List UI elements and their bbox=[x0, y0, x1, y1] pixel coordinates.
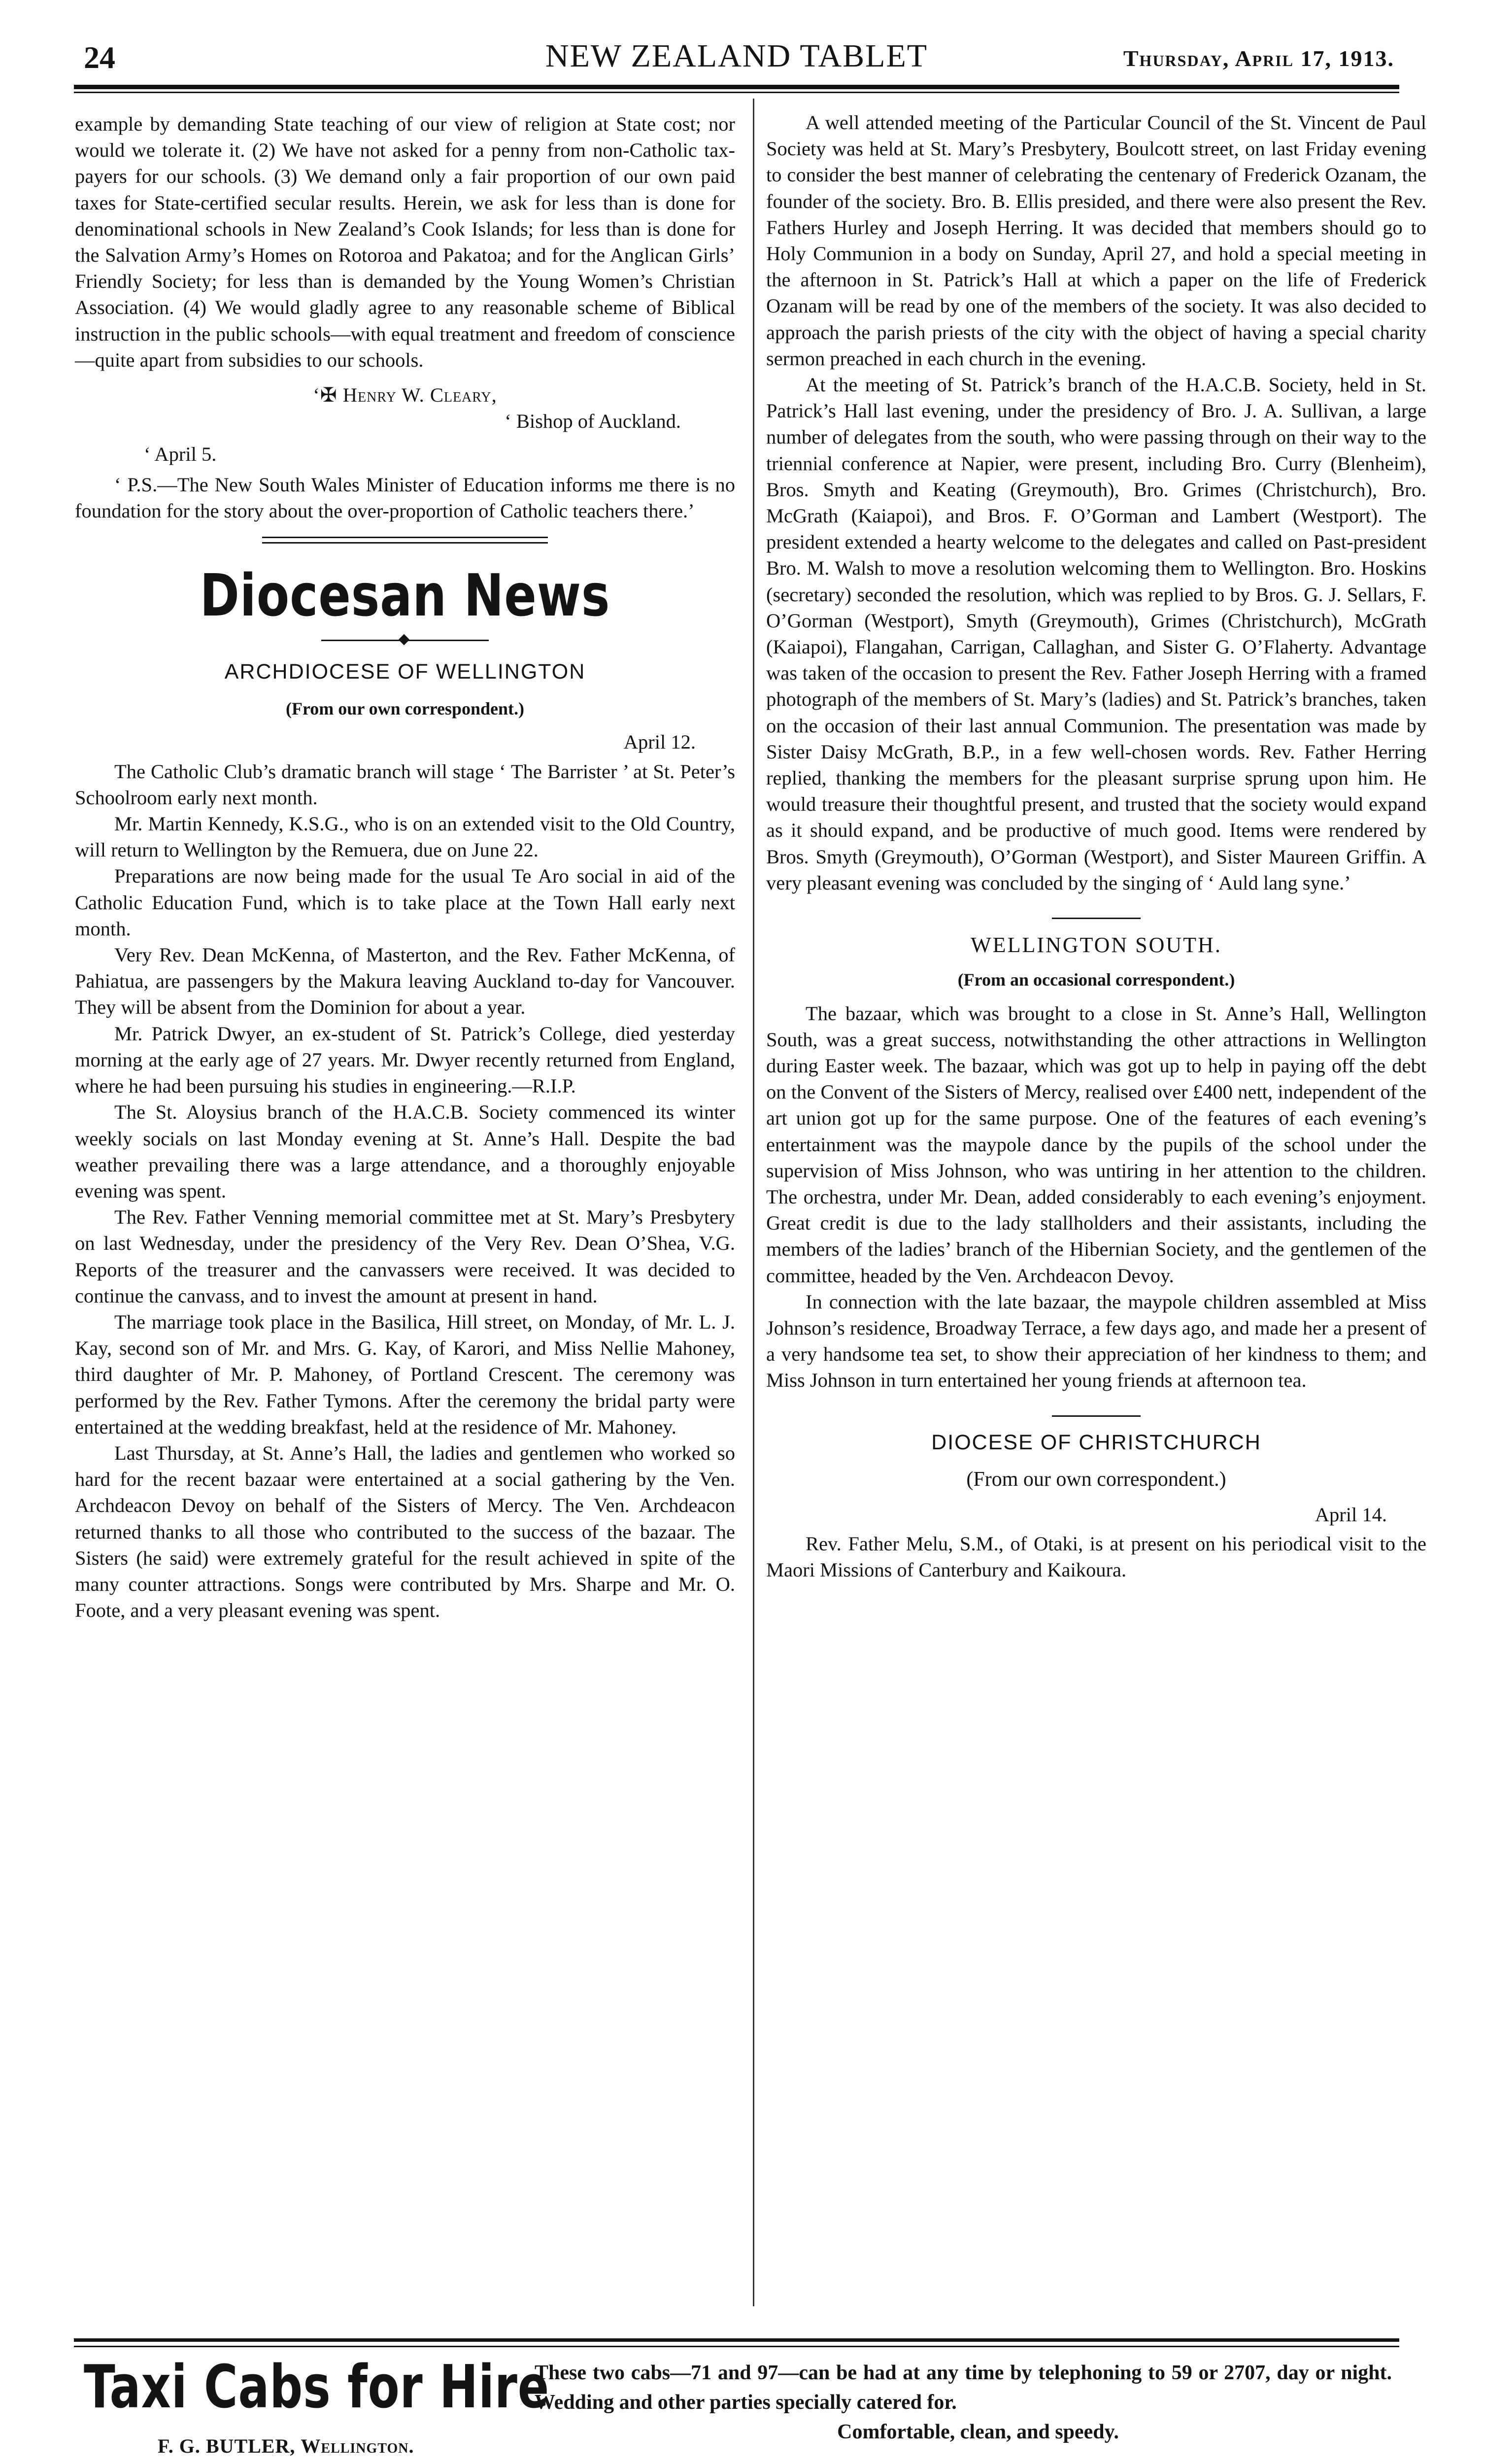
section-title: Diocesan News bbox=[200, 561, 610, 630]
letter-signature-block bbox=[75, 382, 735, 434]
wellington-heading: ARCHDIOCESE OF WELLINGTON bbox=[224, 660, 586, 684]
article-paragraph: The Rev. Father Venning memorial committee met at St. Mary’s Presbytery on last Wednesday, under the presidency of the Very Rev. Dean O’Shea, V.G. Reports of the treasurer and the canvassers were received. It was decided to continue the canvass, and to invest the amount at present in hand. bbox=[75, 1206, 735, 1307]
advert-business-name: F. G. BUTLER, bbox=[158, 2435, 296, 2457]
article-paragraph: The St. Aloysius branch of the H.A.C.B. Society commenced its winter weekly socials on last Monday evening at St. Anne’s Hall. Despite the bad weather prevailing there was a large attendance, and a thoroughly enjoyable evening was spent. bbox=[75, 1101, 735, 1202]
wellington-south-correspondent: (From an occasional correspondent.) bbox=[957, 970, 1235, 990]
section-divider bbox=[262, 537, 548, 544]
article-paragraph: A well attended meeting of the Particular Council of the St. Vincent de Paul Society was held at St. Mary’s Presbytery, Boulcott street, on last Friday evening to consider the best manner of celebrating the centenary of Frederick Ozanam, the founder of the society. Bro. B. Ellis presided, and there were also present the Rev. Fathers Hurley and Joseph Herring. It was decided that members should go to Holy Communion in a body on Sunday, April 27, and hold a special meeting in the afternoon in St. Patrick’s Hall at which a paper on the life of Frederick Ozanam will be read by one of the members of the society. It was also decided to approach the parish priests of the city with the object of having a special charity sermon preached in each church in the evening. bbox=[766, 111, 1426, 370]
letter-date: ‘ April 5. bbox=[144, 443, 217, 466]
article-paragraph: The Catholic Club’s dramatic branch will stage ‘ The Barrister ’ at St. Peter’s Schoolroom early next month. bbox=[75, 760, 735, 809]
christchurch-dateline: April 14. bbox=[1315, 1503, 1387, 1526]
article-paragraph: Very Rev. Dean McKenna, of Masterton, and the Rev. Father McKenna, of Pahiatua, are passengers by the Makura leaving Auckland to-day for Vancouver. They will be absent from the Dominion for about a year. bbox=[75, 944, 735, 1019]
letter-signature: ‘✠ Henry W. Cleary, bbox=[313, 384, 497, 407]
letter-paragraph: example by demanding State teaching of our view of religion at State cost; nor would we tolerate it. (2) We have not asked for a penny from non-Catholic tax-payers for our schools. (3) We demand only a fair proportion of our own paid taxes for State-certified secular results. Herein, we ask for less than is done for denominational schools in New Zealand’s Cook Islands; for less than is done for the Salvation Army’s Homes on Rotoroa and Pakatoa; and for the Anglican Girls’ Friendly Society; for less than is demanded by the Young Women’s Christian Association. (4) We would gladly agree to any reasonable scheme of Biblical instruction in the public schools—with equal treatment and freedom of conscience—quite apart from subsidies to our schools. bbox=[75, 113, 735, 371]
article-paragraph: In connection with the late bazaar, the maypole children assembled at Miss Johnson’s residence, Broadway Terrace, a few days ago, and made her a present of a very handsome tea set, to show their appreciation of her kindness to them; and Miss Johnson in turn entertained her young friends at afternoon tea. bbox=[766, 1290, 1426, 1392]
advert-title: Taxi Cabs for Hire bbox=[84, 2353, 550, 2422]
article-paragraph: Last Thursday, at St. Anne’s Hall, the ladies and gentlemen who worked so hard for the recent bazaar were entertained at a social gathering by the Ven. Archdeacon Devoy on behalf of the Sisters of Mercy. The Ven. Archdeacon returned thanks to all those who contributed to the success of the bazaar. The Sisters (he said) were extremely grateful for the result achieved in spite of the many counter attractions. Songs were contributed by Mrs. Sharpe and Mr. O. Foote, and a very pleasant evening was spent. bbox=[75, 1441, 735, 1622]
left-column bbox=[75, 111, 735, 1623]
letter-signature-title: ‘ Bishop of Auckland. bbox=[505, 410, 681, 433]
letter-postscript: ‘ P.S.—The New South Wales Minister of Education informs me there is no foundation for the story about the over-proportion of Catholic teachers there.’ bbox=[75, 473, 735, 522]
diamond-ornament-icon bbox=[399, 634, 410, 646]
advert-business bbox=[158, 2434, 414, 2458]
advert-business-location: Wellington. bbox=[301, 2435, 414, 2457]
article-paragraph: Rev. Father Melu, S.M., of Otaki, is at present on his periodical visit to the Maori Missions of Canterbury and Kaikoura. bbox=[766, 1533, 1426, 1581]
page-number: 24 bbox=[84, 40, 115, 75]
masthead-rule bbox=[74, 85, 1399, 89]
christchurch-correspondent: (From our own correspondent.) bbox=[966, 1468, 1226, 1491]
section-divider bbox=[1052, 918, 1141, 919]
advert-rule-thin bbox=[74, 2346, 1399, 2347]
advert-text: These two cabs—71 and 97—can be had at any time by telephoning to 59 or 2707, day or night. Wedding and other parties specially catered for. bbox=[535, 2361, 1392, 2414]
advert-tagline: Comfortable, clean, and speedy. bbox=[837, 2421, 1119, 2443]
article-paragraph: The bazaar, which was brought to a close in St. Anne’s Hall, Wellington South, was a great success, notwithstanding the other attractions in Wellington during Easter week. The bazaar, which was got up to help in paying off the debt on the Convent of the Sisters of Mercy, realised over £400 nett, independent of the art union got up for the same purpose. One of the features of each evening’s entertainment was the maypole dance by the pupils of the school under the supervision of Miss Johnson, who was untiring in her attention to the children. The orchestra, under Mr. Dean, added considerably to each evening’s enjoyment. Great credit is due to the lady stallholders and their assistants, including the members of the ladies’ branch of the Hibernian Society, and the gentlemen of the committee, headed by the Ven. Archdeacon Devoy. bbox=[766, 1002, 1426, 1287]
section-divider bbox=[1052, 1415, 1141, 1417]
article-paragraph: The marriage took place in the Basilica, Hill street, on Monday, of Mr. L. J. Kay, second son of Mr. and Mrs. G. Kay, of Karori, and Miss Nellie Mahoney, third daughter of Mr. P. Mahoney, of Portland Crescent. The ceremony was performed by the Rev. Father Tymons. After the ceremony the bridal party were entertained at the wedding breakfast, held at the residence of Mr. Mahoney. bbox=[75, 1310, 735, 1438]
advert-body bbox=[535, 2358, 1392, 2447]
issue-date: Thursday, April 17, 1913. bbox=[1123, 46, 1394, 71]
ornament-divider bbox=[321, 635, 489, 645]
wellington-correspondent: (From our own correspondent.) bbox=[286, 699, 524, 719]
newspaper-title: NEW ZEALAND TABLET bbox=[545, 38, 928, 74]
article-paragraph: Preparations are now being made for the usual Te Aro social in aid of the Catholic Education Fund, which is to take place at the Town Hall early next month. bbox=[75, 865, 735, 940]
article-paragraph: Mr. Martin Kennedy, K.S.G., who is on an extended visit to the Old Country, will return to Wellington by the Remuera, due on June 22. bbox=[75, 813, 735, 861]
article-paragraph: At the meeting of St. Patrick’s branch of the H.A.C.B. Society, held in St. Patrick’s Hall last evening, under the presidency of Bro. J. A. Sullivan, a large number of delegates from the south, who were passing through on their way to the triennial conference at Napier, were present, including Bro. Curry (Blenheim), Bros. Smyth and Keating (Greymouth), Bro. Grimes (Christchurch), Bro. McGrath (Kaiapoi), and Bros. F. O’Gorman and Lambert (Westport). The president extended a hearty welcome to the delegates and called on Past-president Bro. M. Walsh to move a resolution welcoming them to Wellington. Bro. Hoskins (secretary) seconded the resolution, which was replied to by Bros. G. J. Sellars, F. O’Gorman (Westport), Smyth (Greymouth), Grimes (Christchurch), McGrath (Kaiapoi), Flangahan, Carrigan, Callaghan, and Sister G. O’Flaherty. Advantage was taken of the occasion to present the Rev. Father Joseph Herring with a framed photograph of the members of St. Mary’s (ladies) and St. Patrick’s branches, taken on the occasion of their last annual Communion. The presentation was made by Sister Daisy McGrath, B.P., in a few well-chosen words. Rev. Father Herring replied, thanking the members for the pleasant surprise sprung upon him. He would treasure their thoughtful present, and trusted that the society would expand as it should expand, and be productive of much good. Items were rendered by Bros. Smyth (Greymouth), O’Gorman (Westport), and Sister Maureen Griffin. A very pleasant evening was concluded by the singing of ‘ Auld lang syne.’ bbox=[766, 374, 1426, 894]
wellington-south-heading: WELLINGTON SOUTH. bbox=[971, 933, 1222, 958]
right-column bbox=[766, 109, 1426, 1583]
column-divider bbox=[753, 99, 754, 2306]
wellington-dateline: April 12. bbox=[623, 731, 696, 753]
christchurch-heading: DIOCESE OF CHRISTCHURCH bbox=[931, 1430, 1261, 1454]
masthead-rule-thin bbox=[74, 92, 1399, 93]
article-paragraph: Mr. Patrick Dwyer, an ex-student of St. Patrick’s College, died yesterday morning at the early age of 27 years. Mr. Dwyer recently returned from England, where he had been pursuing his studies in engineering.—R.I.P. bbox=[75, 1022, 735, 1097]
advert-rule bbox=[74, 2338, 1399, 2342]
masthead bbox=[74, 34, 1399, 84]
